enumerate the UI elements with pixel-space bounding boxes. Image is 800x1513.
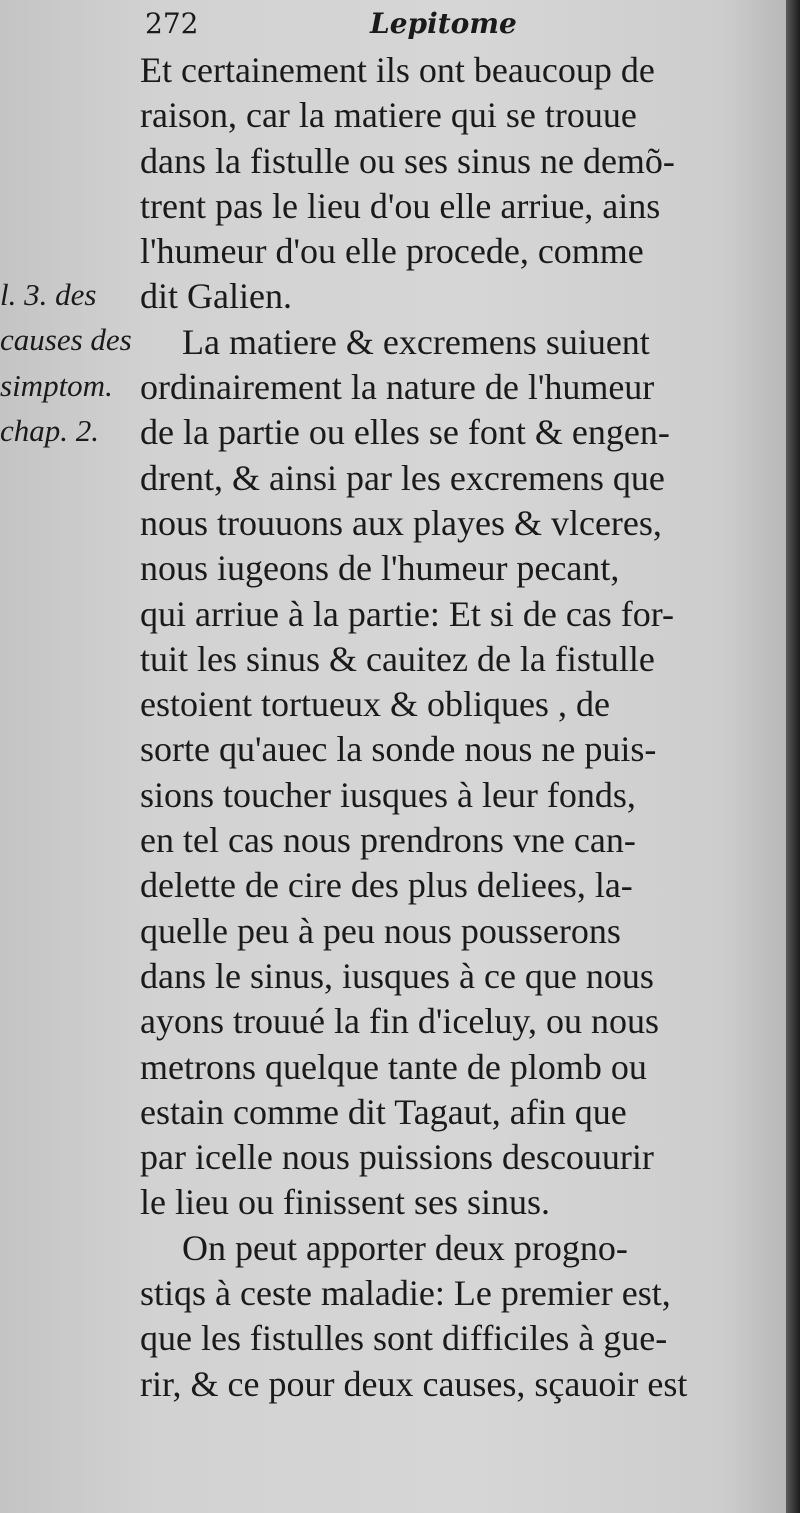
- text-line: ayons trouué la fin d'iceluy, ou nous: [140, 1001, 660, 1042]
- text-line: stiqs à ceste maladie: Le premier est,: [140, 1273, 671, 1314]
- margin-note: [0, 272, 140, 453]
- text-line: nous iugeons de l'humeur pecant,: [140, 548, 620, 589]
- text-line: metrons quelque tante de plomb ou: [140, 1046, 647, 1087]
- text-line: quelle peu à peu nous pousserons: [140, 910, 621, 951]
- margin-note-line: causes des: [0, 322, 132, 358]
- text-line: La matiere & excremens suiuent: [182, 321, 650, 362]
- text-line: drent, & ainsi par les excremens que: [140, 457, 665, 498]
- page-header: [145, 6, 726, 42]
- page-number: 272: [145, 7, 199, 40]
- text-line: qui arriue à la partie: Et si de cas for-: [140, 593, 675, 634]
- text-line: raison, car la matiere qui se trouue: [140, 95, 637, 136]
- text-line: Et certainement ils ont beaucoup de: [140, 50, 655, 90]
- text-line: estain comme dit Tagaut, afin que: [140, 1091, 627, 1132]
- text-line: delette de cire des plus deliees, la-: [140, 865, 633, 906]
- text-line: On peut apporter deux progno-: [182, 1227, 628, 1268]
- text-line: ordinairement la nature de l'humeur: [140, 367, 655, 408]
- text-line: sorte qu'auec la sonde nous ne puis-: [140, 729, 657, 770]
- text-line: l'humeur d'ou elle procede, comme: [140, 231, 644, 272]
- text-line: en tel cas nous prendrons vne can-: [140, 820, 636, 861]
- text-line: dit Galien.: [140, 276, 292, 317]
- text-line: de la partie ou elles se font & engen-: [140, 412, 670, 453]
- text-line: le lieu ou finissent ses sinus.: [140, 1182, 550, 1223]
- running-title: Lepitome: [370, 7, 517, 40]
- text-line: rir, & ce pour deux causes, sçauoir est: [140, 1363, 688, 1404]
- body-text: [140, 48, 728, 1407]
- text-line: que les fistulles sont difficiles à gue-: [140, 1318, 668, 1359]
- book-edge-shadow: [786, 0, 800, 1513]
- text-line: par icelle nous puissions descouurir: [140, 1137, 654, 1178]
- text-line: trent pas le lieu d'ou elle arriue, ains: [140, 185, 661, 226]
- text-line: nous trouuons aux playes & vlceres,: [140, 502, 662, 543]
- margin-note-line: l. 3. des: [0, 277, 97, 312]
- text-line: sions toucher iusques à leur fonds,: [140, 774, 636, 815]
- margin-note-line: chap. 2.: [0, 412, 100, 448]
- text-line: dans le sinus, iusques à ce que nous: [140, 955, 654, 996]
- text-line: estoient tortueux & obliques , de: [140, 684, 610, 725]
- text-line: tuit les sinus & cauitez de la fistulle: [140, 638, 655, 679]
- text-line: dans la fistulle ou ses sinus ne demõ-: [140, 140, 675, 181]
- margin-note-line: simptom.: [0, 367, 113, 403]
